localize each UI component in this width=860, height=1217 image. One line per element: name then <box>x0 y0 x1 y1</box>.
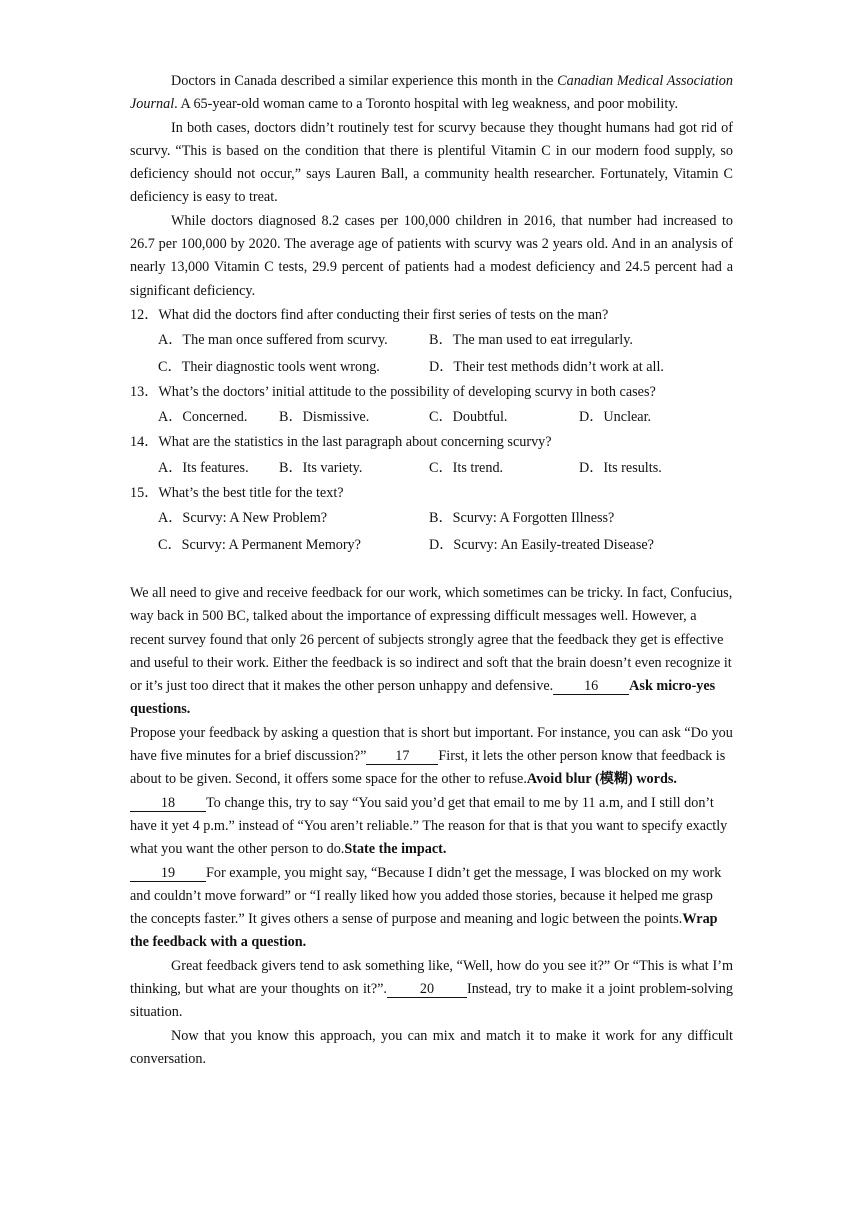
question-12 <box>130 304 733 380</box>
blank-19[interactable]: 19 <box>130 865 206 882</box>
option-c[interactable]: C．Scurvy: A Permanent Memory? <box>158 536 361 553</box>
blank-17[interactable]: 17 <box>366 748 438 765</box>
blank-20[interactable]: 20 <box>387 981 467 998</box>
blank-18[interactable]: 18 <box>130 795 206 812</box>
question-text: What’s the best title for the text? <box>158 485 344 502</box>
option-c[interactable]: C．Their diagnostic tools went wrong. <box>158 358 380 375</box>
question-number: 12． <box>130 306 159 323</box>
passage2-paragraph-2: Propose your feedback by asking a question that is short but important. For instance, you can ask “Do you have five minutes for a brief discussion?” 17 First, it lets the other person know that feedback is about to be given. Second, it offers some space for the other to refuse.Avoid blur (模糊) words. <box>130 724 733 788</box>
journal-name: Canadian Medical Association Journal <box>130 73 733 113</box>
heading-wrap-feedback: Wrap the feedback with a question. <box>130 911 718 951</box>
question-text: What’s the doctors’ initial attitude to the possibility of developing scurvy in both cases? <box>158 383 656 400</box>
passage2-paragraph-6: Now that you know this approach, you can mix and match it to make it work for any difficult conversation. <box>130 1027 733 1067</box>
option-a[interactable]: A．Scurvy: A New Problem? <box>158 510 328 527</box>
document-page <box>130 70 733 1071</box>
passage2-paragraph-3: 18 To change this, try to say “You said you’d get that email to me by 11 a.m, and I still don’t have it yet 4 p.m.” instead of “You aren’t reliable.” The reason for that is that you want to specify exactly what you want the other person to do.State the impact. <box>130 794 728 858</box>
passage1-paragraph-3: While doctors diagnosed 8.2 cases per 100,000 children in 2016, that number had increased to 26.7 per 100,000 by 2020. The average age of patients with scurvy was 2 years old. And in an analysis of nearly 13,000 Vitamin C tests, 29.9 percent of patients had a modest deficiency and 24.5 percent had a significant deficiency. <box>130 212 733 299</box>
option-b[interactable]: B．Dismissive. <box>279 409 370 426</box>
option-d[interactable]: D．Scurvy: An Easily-treated Disease? <box>429 536 654 553</box>
option-a[interactable]: A．Concerned. <box>158 409 248 426</box>
question-number: 15． <box>130 485 159 502</box>
option-d[interactable]: D．Its results. <box>579 459 662 476</box>
passage1-paragraph-2: In both cases, doctors didn’t routinely test for scurvy because they thought humans had got rid of scurvy. “This is based on the condition that there is plentiful Vitamin C in our modern food supply, so deficiency should not occur,” says Lauren Ball, a community health researcher. Fortunately, Vitamin C deficiency is easy to treat. <box>130 119 733 206</box>
passage1-paragraph-1: Doctors in Canada described a similar experience this month in the Canadian Medical Association Journal. A 65-year-old woman came to a Toronto hospital with leg weakness, and poor mobility. <box>130 73 733 113</box>
option-b[interactable]: B．The man used to eat irregularly. <box>429 332 633 349</box>
option-c[interactable]: C．Its trend. <box>429 459 504 476</box>
question-13 <box>130 381 733 431</box>
option-d[interactable]: D．Unclear. <box>579 409 652 426</box>
passage2-paragraph-5: Great feedback givers tend to ask something like, “Well, how do you see it?” Or “This is what I’m thinking, but what are your thoughts on it?”. 20 Instead, try to make it a joint problem-solving situation. <box>130 957 733 1021</box>
heading-state-impact: State the impact. <box>344 841 447 858</box>
question-15 <box>130 482 733 558</box>
passage2-paragraph-4: 19 For example, you might say, “Because I didn’t get the message, I was blocked on my work and couldn’t move forward” or “I really liked how you added those stories, because it helped me grasp the concepts faster.” It gives others a sense of purpose and meaning and logic between the points.Wrap the feedback with a question. <box>130 864 722 951</box>
question-14 <box>130 431 733 481</box>
passage-2 <box>130 582 733 1071</box>
option-b[interactable]: B．Its variety. <box>279 459 363 476</box>
option-d[interactable]: D．Their test methods didn’t work at all. <box>429 358 664 375</box>
option-b[interactable]: B．Scurvy: A Forgotten Illness? <box>429 510 615 527</box>
question-text: What did the doctors find after conducting their first series of tests on the man? <box>158 306 609 323</box>
blank-16[interactable]: 16 <box>553 678 629 695</box>
option-a[interactable]: A．The man once suffered from scurvy. <box>158 332 388 349</box>
heading-avoid-blur: Avoid blur (模糊) words. <box>526 771 677 788</box>
question-text: What are the statistics in the last paragraph about concerning scurvy? <box>158 434 552 451</box>
heading-ask-micro-yes: Ask micro-yes questions. <box>130 678 716 718</box>
passage2-paragraph-1: We all need to give and receive feedback for our work, which sometimes can be tricky. In fact, Confucius, way back in 500 BC, talked about the importance of expressing difficult messages well. However, a recent survey found that only 26 percent of subjects strongly agree that the feedback they get is effective and useful to their work. Either the feedback is so indirect and soft that the brain doesn’t even recognize it or it’s just too direct that it makes the other person unhappy and defensive. 16 Ask micro-yes questions. <box>130 584 733 718</box>
option-a[interactable]: A．Its features. <box>158 459 249 476</box>
question-number: 14． <box>130 434 159 451</box>
question-number: 13． <box>130 383 159 400</box>
option-c[interactable]: C．Doubtful. <box>429 409 508 426</box>
